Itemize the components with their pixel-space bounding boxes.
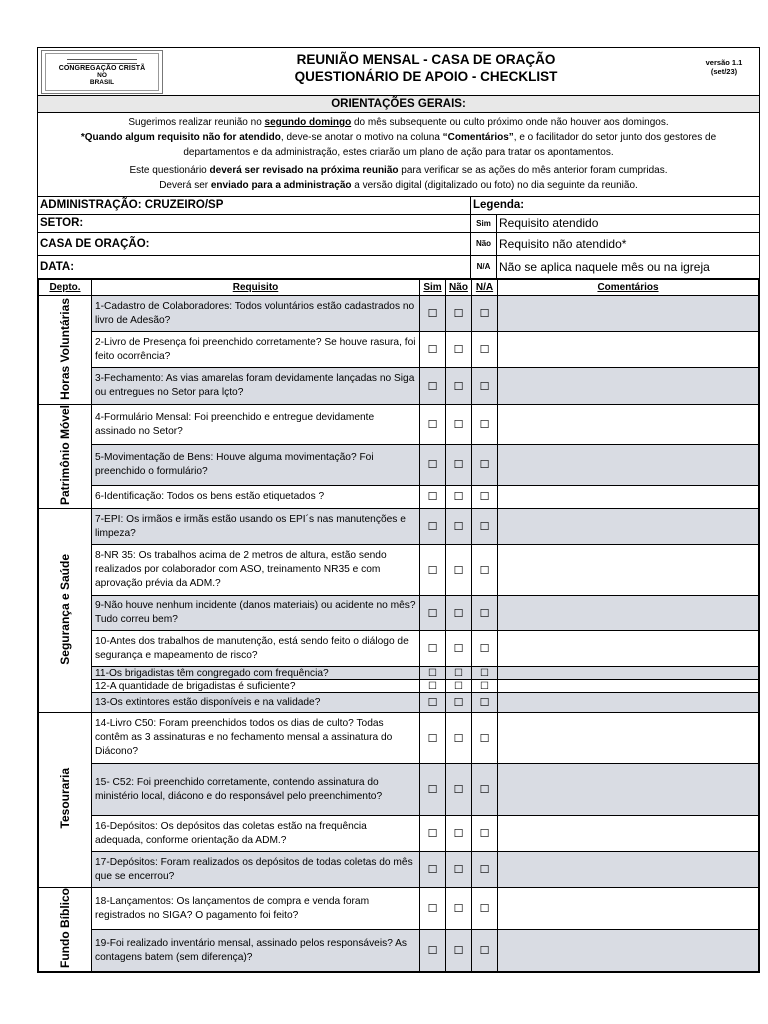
comentarios-cell[interactable]	[498, 332, 759, 368]
table-row	[39, 296, 759, 332]
requisito-cell: 10-Antes dos trabalhos de manutenção, está sendo feito o diálogo de segurança e mapeamento de risco?	[92, 631, 420, 667]
logo-ornament	[67, 59, 137, 64]
checkbox-sim[interactable]: ☐	[420, 667, 446, 680]
dept-tesouraria	[39, 713, 92, 888]
checkbox-sim[interactable]: ☐	[420, 485, 446, 509]
checkbox-nao[interactable]: ☐	[446, 545, 472, 596]
comentarios-cell[interactable]	[498, 667, 759, 680]
comentarios-cell[interactable]	[498, 596, 759, 631]
checkbox-na[interactable]: ☐	[472, 596, 498, 631]
comentarios-cell[interactable]	[498, 631, 759, 667]
requisito-cell: 7-EPI: Os irmãos e irmãs estão usando os EPI´s nas manutenções e limpeza?	[92, 509, 420, 545]
text-span: a versão digital (digitalizado ou foto) no dia seguinte da reunião.	[351, 180, 638, 191]
emphasis: deverá ser revisado na próxima reunião	[209, 165, 399, 176]
dept-horas	[39, 296, 92, 405]
text-span: , deve-se anotar o motivo na coluna	[280, 132, 443, 143]
dept-fundo	[39, 888, 92, 972]
checkbox-nao[interactable]: ☐	[446, 816, 472, 852]
checkbox-sim[interactable]: ☐	[420, 693, 446, 713]
requisito-cell: 19-Foi realizado inventário mensal, assinado pelos responsáveis? As contagens batem (sem diferença)?	[92, 930, 420, 972]
administracao-field[interactable]: ADMINISTRAÇÃO: CRUZEIRO/SP	[38, 197, 471, 214]
requisito-cell: 18-Lançamentos: Os lançamentos de compra e venda foram registrados no SIGA? O pagamento foi feito?	[92, 888, 420, 930]
comentarios-cell[interactable]	[498, 296, 759, 332]
dept-label: Tesouraria	[58, 768, 72, 829]
checkbox-sim[interactable]: ☐	[420, 764, 446, 816]
table-row	[39, 680, 759, 693]
orientacoes-text	[38, 113, 759, 197]
orientacao-4	[48, 178, 749, 193]
checkbox-nao[interactable]: ☐	[446, 713, 472, 764]
table-row	[39, 888, 759, 930]
legenda-title: Legenda:	[473, 199, 525, 211]
page-title	[163, 48, 689, 95]
comentarios-cell[interactable]	[498, 713, 759, 764]
checkbox-na[interactable]: ☐	[472, 509, 498, 545]
checkbox-na[interactable]: ☐	[472, 713, 498, 764]
requisito-cell: 15- C52: Foi preenchido corretamente, contendo assinatura do ministério local, diácono e do responsável pelo preenchimento?	[92, 764, 420, 816]
table-row	[39, 485, 759, 509]
requisito-cell: 9-Não houve nenhum incidente (danos materiais) ou acidente no mês? Tudo correu bem?	[92, 596, 420, 631]
col-sim: Sim	[420, 280, 446, 296]
requisito-cell: 16-Depósitos: Os depósitos das coletas estão na frequência adequada, conforme orientação da ADM.?	[92, 816, 420, 852]
table-row	[39, 930, 759, 972]
table-row	[39, 509, 759, 545]
orientacao-3	[48, 163, 749, 178]
legenda-sim-text: Requisito atendido	[499, 216, 599, 230]
ccb-logo	[41, 50, 163, 94]
requisito-cell: 17-Depósitos: Foram realizados os depósitos de todas coletas do mês que se encerrou?	[92, 852, 420, 888]
text-span: Este questionário	[129, 165, 210, 176]
table-row	[39, 405, 759, 445]
requisito-cell: 2-Livro de Presença foi preenchido corretamente? Se houve rasura, foi feito ocorrência?	[92, 332, 420, 368]
checkbox-sim[interactable]: ☐	[420, 852, 446, 888]
checkbox-nao[interactable]: ☐	[446, 509, 472, 545]
requisito-cell: 4-Formulário Mensal: Foi preenchido e entregue devidamente assinado no Setor?	[92, 405, 420, 445]
orientacoes-title: ORIENTAÇÕES GERAIS:	[38, 96, 759, 113]
comentarios-cell[interactable]	[498, 445, 759, 485]
legenda-nao	[471, 233, 759, 255]
checkbox-sim[interactable]: ☐	[420, 930, 446, 972]
comentarios-cell[interactable]	[498, 852, 759, 888]
comentarios-cell[interactable]	[498, 368, 759, 405]
checkbox-na[interactable]: ☐	[472, 816, 498, 852]
legenda-nao-code: Não	[471, 233, 497, 255]
requisito-cell: 14-Livro C50: Foram preenchidos todos os dias de culto? Todas contêm as 3 assinaturas e no fechamento mensal a assinatura do Diácono?	[92, 713, 420, 764]
checkbox-na[interactable]: ☐	[472, 445, 498, 485]
checkbox-na[interactable]: ☐	[472, 545, 498, 596]
checkbox-nao[interactable]: ☐	[446, 485, 472, 509]
checkbox-na[interactable]: ☐	[472, 693, 498, 713]
requisito-cell: 5-Movimentação de Bens: Houve alguma movimentação? Foi preenchido o formulário?	[92, 445, 420, 485]
logo-line1: CONGREGAÇÃO CRISTÃ	[58, 64, 146, 72]
table-body	[39, 296, 759, 972]
table-row	[39, 852, 759, 888]
table-row	[39, 764, 759, 816]
checkbox-na[interactable]: ☐	[472, 485, 498, 509]
checkbox-nao[interactable]: ☐	[446, 888, 472, 930]
checkbox-na[interactable]: ☐	[472, 852, 498, 888]
col-requisito: Requisito	[92, 280, 420, 296]
requisito-cell: 13-Os extintores estão disponíveis e na validade?	[92, 693, 420, 713]
orientacao-2	[48, 130, 749, 160]
header	[38, 48, 759, 96]
checkbox-nao[interactable]: ☐	[446, 667, 472, 680]
table-row	[39, 332, 759, 368]
comentarios-cell[interactable]	[498, 764, 759, 816]
col-depto: Depto.	[39, 280, 92, 296]
comentarios-cell[interactable]	[498, 930, 759, 972]
legenda-sim	[471, 215, 759, 232]
table-row	[39, 368, 759, 405]
dept-seguranca	[39, 509, 92, 713]
checklist-table	[38, 279, 759, 972]
checkbox-na[interactable]: ☐	[472, 332, 498, 368]
info-row-setor	[38, 215, 759, 233]
info-row-casa	[38, 233, 759, 256]
dept-label: Segurança e Saúde	[58, 553, 72, 665]
casa-field[interactable]: CASA DE ORAÇÃO:	[38, 233, 471, 255]
col-comentarios: Comentários	[498, 280, 759, 296]
info-row-data	[38, 256, 759, 279]
dept-label: Patrimônio Móvel	[58, 405, 72, 506]
logo-line2: NO	[97, 71, 107, 79]
table-row	[39, 445, 759, 485]
checkbox-nao[interactable]: ☐	[446, 852, 472, 888]
checkbox-sim[interactable]: ☐	[420, 332, 446, 368]
checkbox-sim[interactable]: ☐	[420, 816, 446, 852]
checkbox-na[interactable]: ☐	[472, 764, 498, 816]
checkbox-na[interactable]: ☐	[472, 667, 498, 680]
checkbox-na[interactable]: ☐	[472, 930, 498, 972]
checkbox-sim[interactable]: ☐	[420, 368, 446, 405]
checkbox-nao[interactable]: ☐	[446, 405, 472, 445]
dept-patrimonio	[39, 405, 92, 509]
emphasis: segundo domingo	[264, 117, 352, 128]
checkbox-nao[interactable]: ☐	[446, 368, 472, 405]
setor-field[interactable]: SETOR:	[38, 215, 471, 232]
text-span: Deverá ser	[159, 180, 211, 191]
text-span: , e o facilitador do setor junto dos gestores de departamentos e da administração, estes criarão um plano de ação para tratar os apontamentos.	[183, 132, 717, 158]
checkbox-sim[interactable]: ☐	[420, 680, 446, 693]
checkbox-nao[interactable]: ☐	[446, 596, 472, 631]
requisito-cell: 8-NR 35: Os trabalhos acima de 2 metros de altura, estão sendo realizados por colaborador com ASO, treinamento NR35 e com aprovação prévia da ADM.?	[92, 545, 420, 596]
title-line2: QUESTIONÁRIO DE APOIO - CHECKLIST	[294, 69, 558, 84]
checkbox-nao[interactable]: ☐	[446, 296, 472, 332]
dept-label: Fundo Bíblico	[58, 888, 72, 969]
comentarios-cell[interactable]	[498, 485, 759, 509]
requisito-cell: 12-A quantidade de brigadistas é suficiente?	[92, 680, 420, 693]
table-row	[39, 631, 759, 667]
table-row	[39, 816, 759, 852]
checkbox-na[interactable]: ☐	[472, 296, 498, 332]
requisito-cell: 1-Cadastro de Colaboradores: Todos voluntários estão cadastrados no livro de Adesão?	[92, 296, 420, 332]
requisito-cell: 11-Os brigadistas têm congregado com frequência?	[92, 667, 420, 680]
checkbox-sim[interactable]: ☐	[420, 509, 446, 545]
checklist-sheet	[37, 47, 760, 973]
legenda-na-code: N/A	[471, 256, 497, 278]
checkbox-na[interactable]: ☐	[472, 888, 498, 930]
checkbox-na[interactable]: ☐	[472, 368, 498, 405]
orientacao-1	[48, 115, 749, 130]
requisito-cell: 6-Identificação: Todos os bens estão etiquetados ?	[92, 485, 420, 509]
dept-label: Horas Voluntárias	[58, 297, 72, 400]
comentarios-cell[interactable]	[498, 545, 759, 596]
legenda-na	[471, 256, 759, 278]
legenda-sim-code: Sim	[471, 215, 497, 232]
table-row	[39, 713, 759, 764]
legenda-nao-text: Requisito não atendido*	[499, 237, 627, 251]
checkbox-sim[interactable]: ☐	[420, 888, 446, 930]
data-field[interactable]: DATA:	[38, 256, 471, 278]
checkbox-na[interactable]: ☐	[472, 405, 498, 445]
version-label: versão 1.1	[705, 58, 743, 67]
version-info	[689, 48, 759, 95]
emphasis: *Quando algum requisito não for atendido	[80, 132, 281, 143]
text-span: para verificar se as ações do mês anterior foram cumpridas.	[398, 165, 668, 176]
table-row	[39, 596, 759, 631]
table-row	[39, 693, 759, 713]
emphasis: “Comentários”	[442, 132, 514, 143]
checkbox-na[interactable]: ☐	[472, 680, 498, 693]
text-span: Sugerimos realizar reunião no	[128, 117, 265, 128]
col-nao: Não	[446, 280, 472, 296]
checkbox-nao[interactable]: ☐	[446, 445, 472, 485]
table-row	[39, 667, 759, 680]
requisito-cell: 3-Fechamento: As vias amarelas foram devidamente lançadas no Siga ou entregues no Setor para lçto?	[92, 368, 420, 405]
checkbox-nao[interactable]: ☐	[446, 930, 472, 972]
checkbox-sim[interactable]: ☐	[420, 713, 446, 764]
checkbox-sim[interactable]: ☐	[420, 296, 446, 332]
checkbox-sim[interactable]: ☐	[420, 545, 446, 596]
legenda-na-text: Não se aplica naquele mês ou na igreja	[499, 260, 710, 274]
logo-line3: BRASIL	[89, 78, 115, 86]
checkbox-sim[interactable]: ☐	[420, 405, 446, 445]
checkbox-nao[interactable]: ☐	[446, 631, 472, 667]
info-row-administracao	[38, 197, 759, 215]
checkbox-nao[interactable]: ☐	[446, 680, 472, 693]
text-span: do mês subsequente ou culto próximo onde não houver aos domingos.	[351, 117, 669, 128]
comentarios-cell[interactable]	[498, 680, 759, 693]
checkbox-nao[interactable]: ☐	[446, 332, 472, 368]
table-row	[39, 545, 759, 596]
comentarios-cell[interactable]	[498, 888, 759, 930]
comentarios-cell[interactable]	[498, 405, 759, 445]
checkbox-sim[interactable]: ☐	[420, 445, 446, 485]
checkbox-nao[interactable]: ☐	[446, 764, 472, 816]
checkbox-nao[interactable]: ☐	[446, 693, 472, 713]
title-line1: REUNIÃO MENSAL - CASA DE ORAÇÃO	[296, 52, 556, 67]
col-na: N/A	[472, 280, 498, 296]
version-date: (set/23)	[710, 67, 738, 76]
checkbox-sim[interactable]: ☐	[420, 596, 446, 631]
comentarios-cell[interactable]	[498, 816, 759, 852]
checkbox-na[interactable]: ☐	[472, 631, 498, 667]
emphasis: enviado para a administração	[210, 180, 352, 191]
table-header	[39, 280, 759, 296]
comentarios-cell[interactable]	[498, 693, 759, 713]
checkbox-sim[interactable]: ☐	[420, 631, 446, 667]
comentarios-cell[interactable]	[498, 509, 759, 545]
